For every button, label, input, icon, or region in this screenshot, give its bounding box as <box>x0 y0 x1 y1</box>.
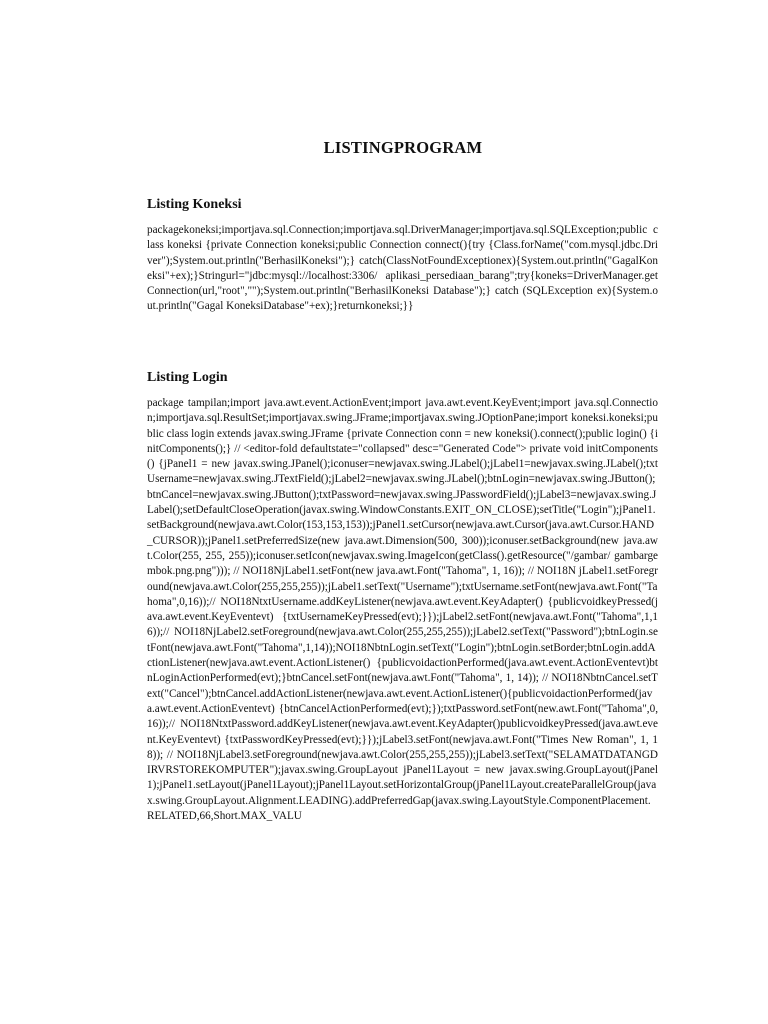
code-listing-text: packagekoneksi;importjava.sql.Connection;importjava.sql.DriverManager;importjava.sql.SQLException;public class koneksi {private Connection koneksi;public Connection connect(){try {Class.forName("com.mysql.jdbc.Driver");System.out.println("BerhasilKoneksi");} catch(ClassNotFoundExceptionex){System.out.println("GagalKoneksi"+ex);}Stringurl="jdbc:mysql://localhost:3306/ aplikasi_persediaan_barang";try{koneks=DriverManager.getConnection(url,"root","");System.out.println("BerhasilKoneksi Database");} catch (SQLException ex){System.out.println("Gagal KoneksiDatabase"+ex);}returnkoneksi;}} <box>147 224 658 313</box>
section-listing-login <box>147 369 658 824</box>
section-heading: Listing Login <box>147 370 228 385</box>
section-heading: Listing Koneksi <box>147 197 242 212</box>
document-title: LISTINGPROGRAM <box>323 138 483 157</box>
section-listing-koneksi <box>147 196 658 315</box>
code-listing-text: package tampilan;import java.awt.event.ActionEvent;import java.awt.event.KeyEvent;import java.sql.Connection;importjava.sql.ResultSet;importjavax.swing.JFrame;importjavax.swing.JOptionPane;import koneksi.koneksi;public class login extends javax.swing.JFrame {private Connection conn = new koneksi().connect();public login() {initComponents();} // <editor-fold defaultstate="collapsed" desc="Generated Code"> private void initComponents() {jPanel1 = new javax.swing.JPanel();iconuser=newjavax.swing.JLabel();jLabel1=newjavax.swing.JLabel();txtUsername=newjavax.swing.JTextField();jLabel2=newjavax.swing.JLabel();btnLogin=newjavax.swing.JButton();btnCancel=newjavax.swing.JButton();txtPassword=newjavax.swing.JPasswordField();jLabel3=newjavax.swing.JLabel();setDefaultCloseOperation(javax.swing.WindowConstants.EXIT_ON_CLOSE);setTitle("Login");jPanel1.setBackground(newjava.awt.Color(153,153,153));jPanel1.setCursor(newjava.awt.Cursor(java.awt.Cursor.HAND_CURSOR));jPanel1.setPreferredSize(new java.awt.Dimension(500, 300));iconuser.setBackground(new java.awt.Color(255, 255, 255));iconuser.setIcon(newjavax.swing.ImageIcon(getClass().getResource("/gambar/ gambargembok.png.png"))); // NOI18NjLabel1.setFont(new java.awt.Font("Tahoma", 1, 16)); // NOI18N jLabel1.setForeground(newjava.awt.Color(255,255,255));jLabel1.setText("Username");txtUsername.setFont(newjava.awt.Font("Tahoma",0,16));// NOI18NtxtUsername.addKeyListener(newjava.awt.event.KeyAdapter() {publicvoidkeyPressed(java.awt.event.KeyEventevt) {txtUsernameKeyPressed(evt);}});jLabel2.setFont(newjava.awt.Font("Tahoma",1,16));// NOI18NjLabel2.setForeground(newjava.awt.Color(255,255,255));jLabel2.setText("Password");btnLogin.setFont(newjava.awt.Font("Tahoma",1,14));NOI18NbtnLogin.setText("Login");btnLogin.setBorder;btnLogin.addActionListener(newjava.awt.event.ActionListener() {publicvoidactionPerformed(java.awt.event.ActionEventevt)btnLoginActionPerformed(evt);}btnCancel.setFont(newjava.awt.Font("Tahoma", 1, 14)); // NOI18NbtnCancel.setText("Cancel");btnCancel.addActionListener(newjava.awt.event.ActionListener(){publicvoidactionPerformed(java.awt.event.ActionEventevt) {btnCancelActionPerformed(evt);});txtPassword.setFont(new.awt.Font("Tahoma",0,16));// NOI18NtxtPassword.addKeyListener(newjava.awt.event.KeyAdapter()publicvoidkeyPressed(java.awt.event.KeyEventevt) {txtPasswordKeyPressed(evt);}});jLabel3.setFont(newjava.awt.Font("Times New Roman", 1, 18)); // NOI18NjLabel3.setForeground(newjava.awt.Color(255,255,255));jLabel3.setText("SELAMATDATANGDIRVRSTOREKOMPUTER");javax.swing.GroupLayout jPanel1Layout = new javax.swing.GroupLayout(jPanel1);jPanel1.setLayout(jPanel1Layout);jPanel1Layout.setHorizontalGroup(jPanel1Layout.createParallelGroup(javax.swing.GroupLayout.Alignment.LEADING).addPreferredGap(javax.swing.LayoutStyle.ComponentPlacement.RELATED,66,Short.MAX_VALU <box>147 397 658 823</box>
